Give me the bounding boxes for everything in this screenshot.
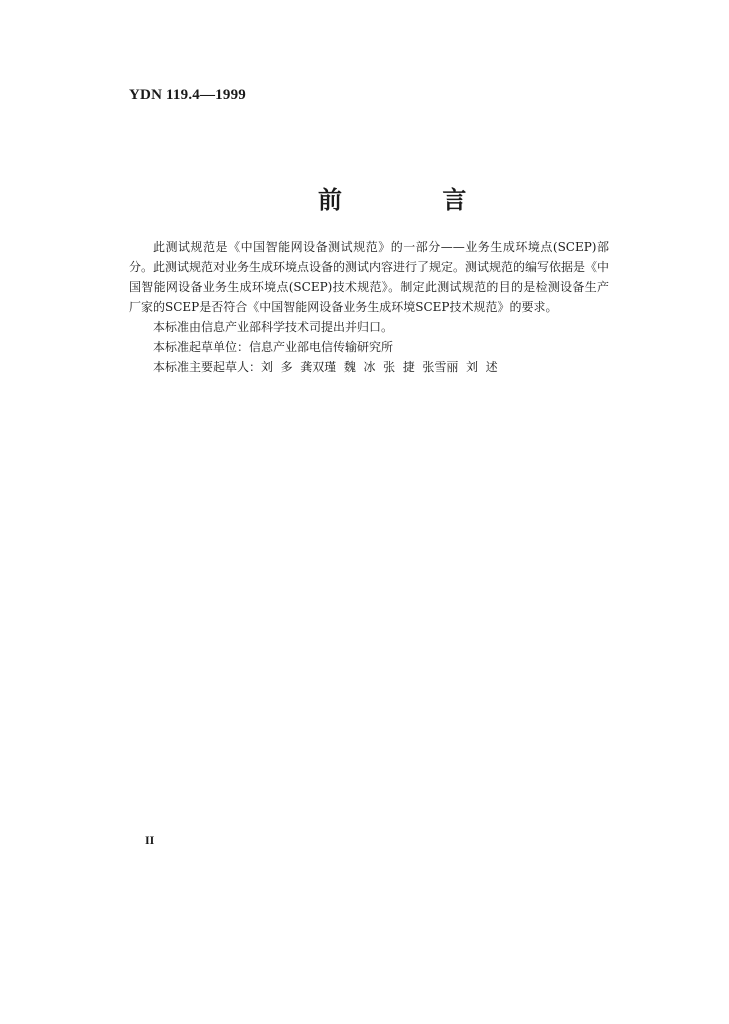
foreword-body	[129, 237, 609, 377]
document-code: YDN 119.4—1999	[129, 87, 246, 103]
proposer-line: 本标准由信息产业部科学技术司提出并归口。	[153, 320, 394, 334]
page-title: 前 言	[318, 186, 513, 214]
drafters-line: 本标准主要起草人：刘 多 龚双瑾 魏 冰 张 捷 张雪丽 刘 述	[153, 360, 498, 374]
page-number: II	[145, 833, 155, 847]
drafting-unit-line: 本标准起草单位：信息产业部电信传输研究所	[153, 340, 394, 354]
foreword-paragraph: 此测试规范是《中国智能网设备测试规范》的一部分——业务生成环境点(SCEP)部分。此测试规范对业务生成环境点设备的测试内容进行了规定。测试规范的编写依据是《中国智能网设备业务生成环境点(SCEP)技术规范》。制定此测试规范的目的是检测设备生产厂家的SCEP是否符合《中国智能网设备业务生成环境SCEP技术规范》的要求。	[129, 240, 610, 314]
